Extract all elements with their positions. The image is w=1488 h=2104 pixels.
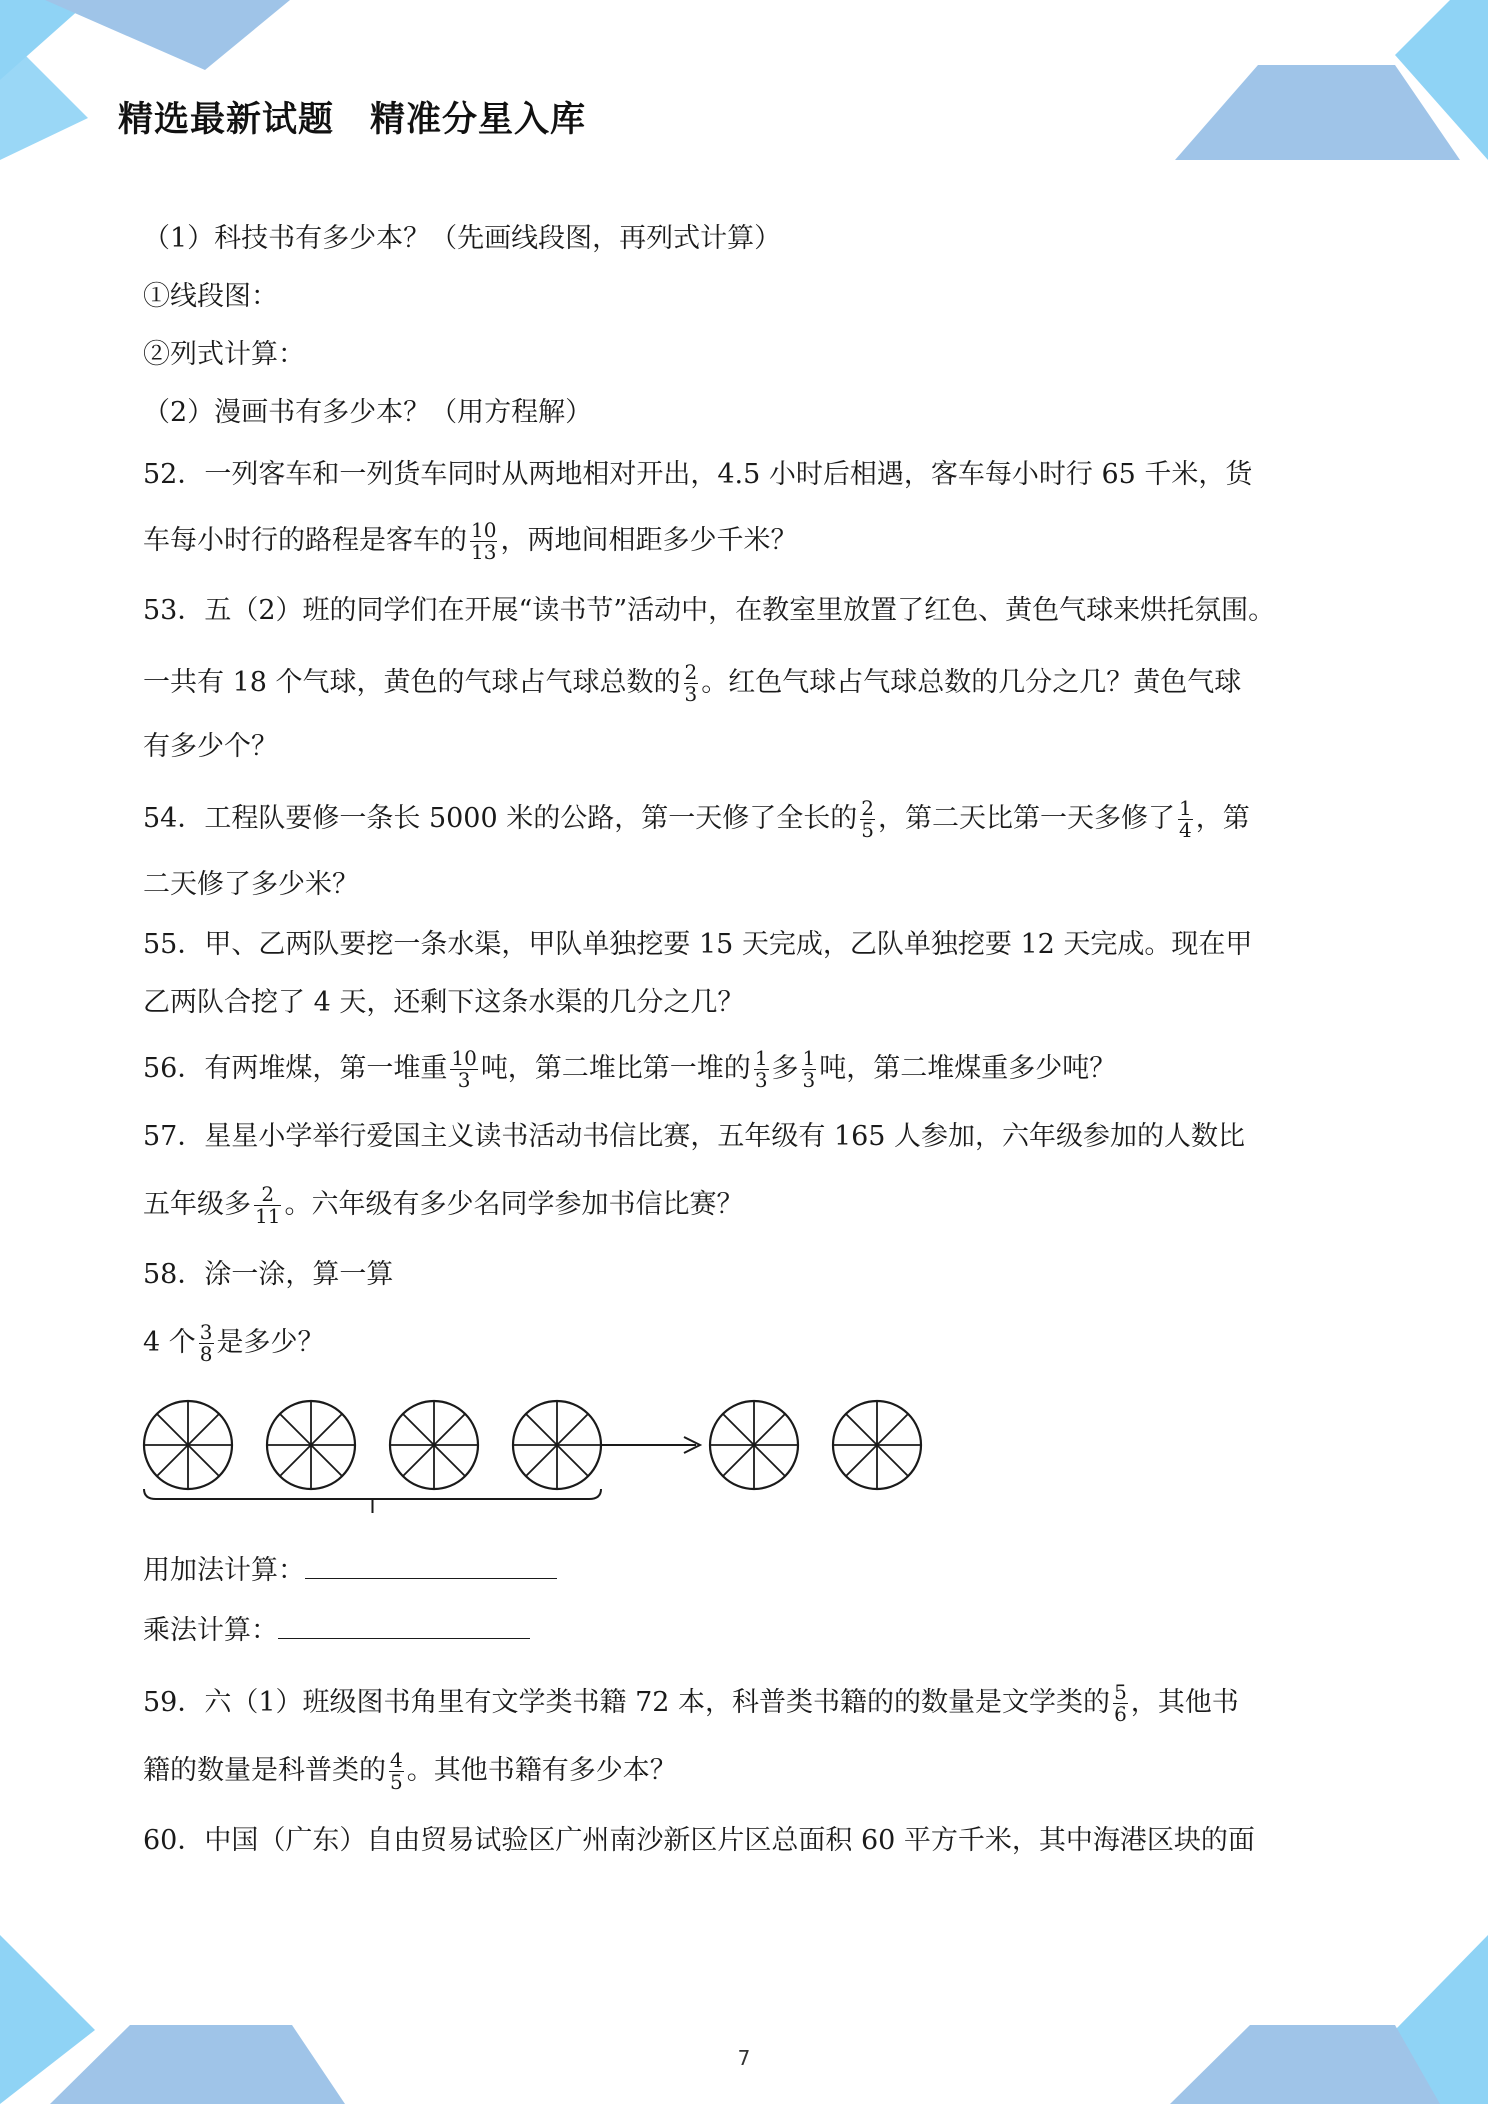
fraction-3-8: $\frac{3}{8}$	[199, 1320, 213, 1366]
fraction-5-6: $\frac{5}{6}$	[1114, 1680, 1127, 1726]
q57-line1: 57．星星小学举行爱国主义读书活动书信比赛，五年级有 165 人参加，六年级参加的人数比	[143, 1121, 1246, 1152]
q56-line	[143, 1048, 1353, 1091]
q51-part1: （1）科技书有多少本？（先画线段图，再列式计算）	[143, 223, 782, 254]
page-number: 7	[737, 2046, 751, 2070]
q56-text-b: 吨，第二堆比第一堆的	[480, 1053, 751, 1084]
fraction-2-3: $\frac{2}{3}$	[684, 660, 698, 706]
q58-multiplication	[143, 1612, 1353, 1648]
fraction-4-5: $\frac{4}{5}$	[390, 1748, 403, 1794]
q58-addition	[143, 1552, 1353, 1588]
fraction-2-11: $\frac{2}{11}$	[255, 1182, 281, 1228]
q51-calculation: ②列式计算：	[143, 339, 305, 370]
q53-text-a: 一共有 18 个气球，黄色的气球占气球总数的	[143, 667, 681, 698]
multiplication-answer-blank[interactable]	[278, 1612, 530, 1639]
q57-line2	[143, 1184, 1353, 1227]
q59-text-d: 。其他书籍有多少本？	[406, 1755, 677, 1786]
q58-text-a: 4 个	[143, 1327, 196, 1358]
q51-line-diagram: ①线段图：	[143, 281, 278, 312]
q59-text-a: 59．六（1）班级图书角里有文学类书籍 72 本，科普类书籍的的数量是文学类的	[143, 1687, 1111, 1718]
multiplication-label: 乘法计算：	[143, 1615, 278, 1646]
q59-line1	[143, 1682, 1353, 1725]
fraction-10-13: $\frac{10}{13}$	[471, 518, 497, 564]
q59-text-c: 籍的数量是科普类的	[143, 1755, 386, 1786]
q52-text-a: 车每小时行的路程是客车的	[143, 525, 467, 556]
q54-line2: 二天修了多少米？	[143, 869, 359, 900]
fraction-1-4: $\frac{1}{4}$	[1178, 796, 1192, 842]
q58-text-b: 是多少？	[216, 1327, 325, 1358]
fraction-2-5: $\frac{2}{5}$	[861, 796, 874, 842]
q56-text-c: 多	[771, 1053, 799, 1084]
q53-line2	[143, 662, 1353, 705]
q54-text-c: ，第	[1195, 803, 1250, 834]
fraction-circles-figure	[140, 1395, 940, 1525]
q57-text-a: 五年级多	[143, 1189, 251, 1220]
addition-answer-blank[interactable]	[305, 1552, 557, 1579]
q54-text-b: ，第二天比第一天多修了	[877, 803, 1175, 834]
q53-line3: 有多少个？	[143, 731, 278, 762]
q53-line1: 53．五（2）班的同学们在开展“读书节”活动中，在教室里放置了红色、黄色气球来烘托氛围。	[143, 595, 1276, 626]
q59-line2	[143, 1750, 1353, 1793]
q52-line2	[143, 520, 1353, 563]
q60-line1: 60．中国（广东）自由贸易试验区广州南沙新区片区总面积 60 平方千米，其中海港区块的面	[143, 1825, 1255, 1856]
q56-text-a: 56．有两堆煤，第一堆重	[143, 1053, 448, 1084]
q58-line1: 58．涂一涂，算一算	[143, 1259, 394, 1290]
q53-text-b: 。红色气球占气球总数的几分之几？黄色气球	[701, 667, 1242, 698]
q57-text-b: 。六年级有多少名同学参加书信比赛？	[284, 1189, 744, 1220]
fraction-1-3-b: $\frac{1}{3}$	[802, 1046, 816, 1092]
q58-line2	[143, 1322, 1353, 1365]
header-title: 精选最新试题 精准分星入库	[118, 100, 587, 140]
fraction-1-3-a: $\frac{1}{3}$	[754, 1046, 768, 1092]
q52-line1: 52．一列客车和一列货车同时从两地相对开出，4.5 小时后相遇，客车每小时行 65 千米，货	[143, 459, 1253, 490]
addition-label: 用加法计算：	[143, 1555, 305, 1586]
q59-text-b: ，其他书	[1130, 1687, 1239, 1718]
q54-text-a: 54．工程队要修一条长 5000 米的公路，第一天修了全长的	[143, 803, 858, 834]
q55-line1: 55．甲、乙两队要挖一条水渠，甲队单独挖要 15 天完成，乙队单独挖要 12 天完成。现在甲	[143, 929, 1253, 960]
brace-bracket	[144, 1489, 601, 1513]
q52-text-b: ，两地间相距多少千米？	[500, 525, 798, 556]
q56-text-d: 吨，第二堆煤重多少吨？	[819, 1053, 1117, 1084]
q55-line2: 乙两队合挖了 4 天，还剩下这条水渠的几分之几？	[143, 987, 745, 1018]
q51-part2: （2）漫画书有多少本？（用方程解）	[143, 397, 593, 428]
fraction-10-3: $\frac{10}{3}$	[451, 1046, 477, 1092]
q54-line1	[143, 798, 1353, 841]
